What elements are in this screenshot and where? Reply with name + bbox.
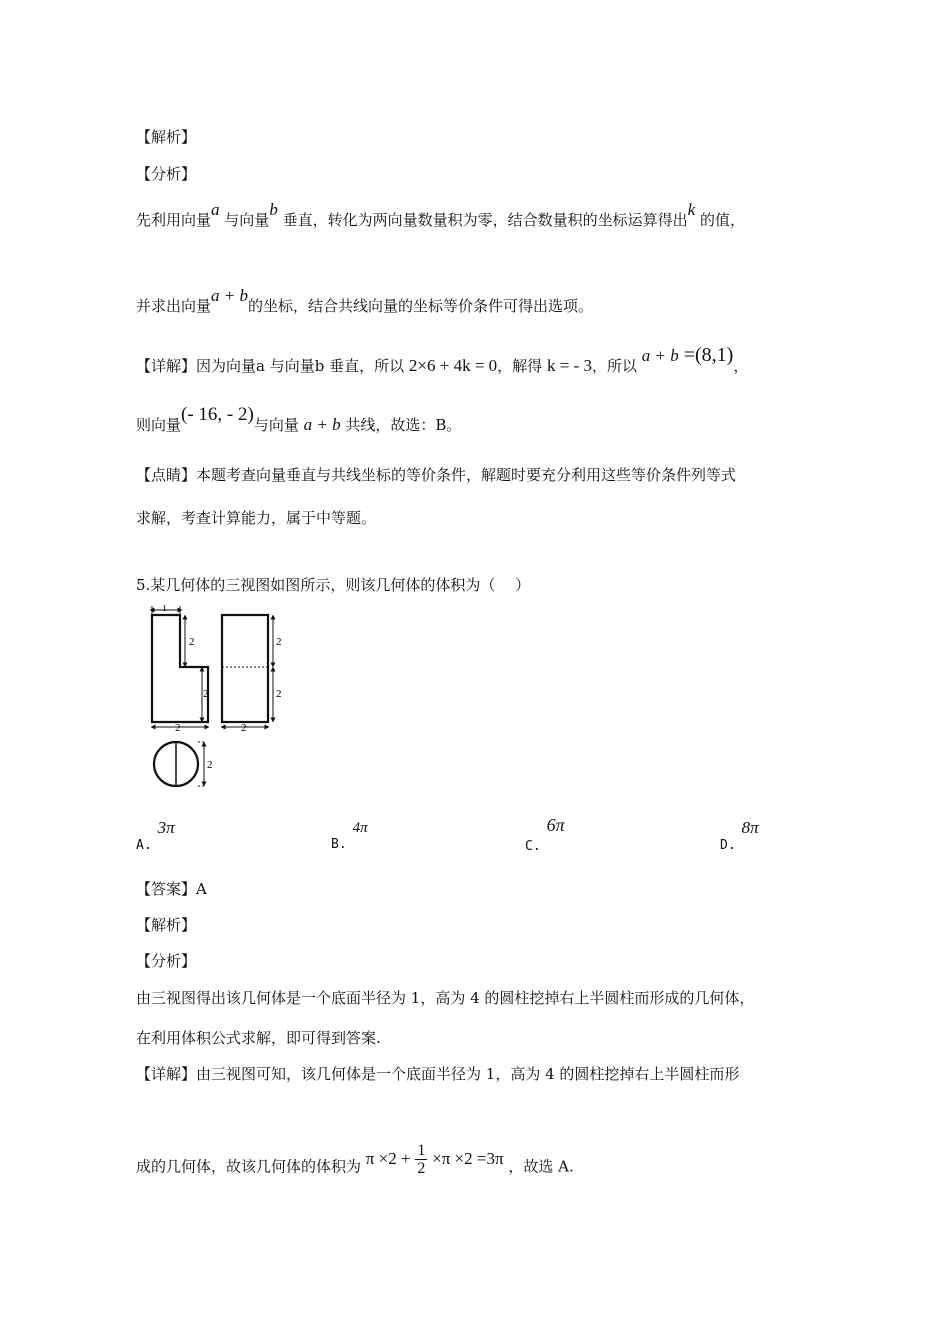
detail-line-2 [136, 404, 462, 435]
text: 则向量 [136, 416, 182, 434]
section-fenxi-heading: 【分析】 [136, 952, 197, 970]
three-view-diagram [140, 605, 290, 800]
vector-sum-value: =(8,1) [678, 344, 734, 366]
vector-sum: a + b [641, 346, 679, 365]
section-jiexi-heading: 【解析】 [136, 128, 197, 146]
text: ，解得 [497, 357, 543, 375]
fraction-denominator: 2 [417, 1160, 426, 1177]
q5-detail-line-1: 【详解】由三视图可知，该几何体是一个底面半径为 1，高为 4 的圆柱挖掉右上半圆柱而形 [136, 1065, 740, 1083]
vector-a: a [211, 200, 220, 219]
option-label: D. [720, 838, 736, 853]
detail-tag: 【详解】 [136, 357, 197, 375]
q5-detail-line-2 [136, 1142, 574, 1185]
option-value: 4π [352, 820, 368, 836]
option-b[interactable] [331, 820, 368, 852]
formula-part-1: π ×2 + [365, 1148, 411, 1168]
text: 的坐标，结合共线向量的坐标等价条件可得出选项。 [248, 297, 594, 315]
q5-analysis-line-2: 在利用体积公式求解，即可得到答案. [136, 1029, 381, 1047]
section-fenxi-heading: 【分析】 [136, 165, 197, 183]
equation-dot-product: 2×6 + 4k = 0 [408, 356, 498, 375]
front-base-width-label: 2 [175, 722, 181, 734]
option-a[interactable] [136, 818, 175, 853]
option-label: A. [136, 838, 152, 853]
vector-b: b [269, 200, 278, 219]
fraction-numerator: 1 [417, 1142, 426, 1159]
vector-value: (- 16, - 2) [181, 404, 254, 425]
top-view [154, 742, 213, 786]
comment-line-2: 求解，考查计算能力，属于中等题。 [136, 509, 377, 527]
text: 的值， [699, 211, 745, 229]
side-lower-height-label: 2 [276, 688, 282, 700]
option-label: B. [331, 837, 347, 852]
analysis-line-1 [136, 200, 745, 230]
option-label: C. [525, 839, 541, 854]
section-jiexi-heading: 【解析】 [136, 916, 197, 934]
formula-part-2: ×π ×2 =3π [432, 1148, 504, 1168]
text: 成的几何体，故该几何体的体积为 [136, 1157, 362, 1176]
text: ，故选 A. [508, 1157, 574, 1176]
text: 先利用向量 [136, 211, 212, 229]
fraction-one-half [415, 1142, 427, 1177]
option-value: 6π [546, 815, 565, 835]
detail-line-1 [136, 344, 749, 376]
vector-sum: a + b [211, 286, 248, 305]
side-upper-height-label: 2 [276, 636, 282, 648]
text: ， [733, 357, 749, 375]
text: 共线，故选：B。 [345, 416, 462, 434]
question-5-stem: 5.某几何体的三视图如图所示，则该几何体的体积为（ ） [136, 576, 531, 594]
option-c[interactable] [525, 815, 565, 854]
option-value: 3π [157, 818, 175, 837]
q5-analysis-line-1: 由三视图得出该几何体是一个底面半径为 1，高为 4 的圆柱挖掉右上半圆柱而形成的几何体， [136, 989, 755, 1007]
comment-line-1: 【点睛】本题考查向量垂直与共线坐标的等价条件，解题时要充分利用这些等价条件列等式 [136, 466, 737, 484]
front-upper-height-label: 2 [189, 636, 195, 648]
front-view [152, 615, 208, 722]
option-d[interactable] [720, 818, 759, 853]
text: 与向量 [224, 211, 270, 229]
front-top-width-label: 1 [162, 605, 167, 614]
text: ，所以 [591, 357, 637, 375]
text: 与向量 [253, 416, 299, 434]
answer-line: 【答案】A [136, 880, 207, 898]
text: 因为向量a 与向量b 垂直，所以 [196, 357, 405, 375]
option-value: 8π [741, 818, 759, 837]
variable-k: k [687, 200, 696, 219]
top-view-height-label: 2 [207, 759, 213, 771]
side-view [222, 615, 282, 734]
side-base-width-label: 2 [241, 722, 247, 734]
vector-sum: a + b [303, 415, 341, 434]
equation-k: k = - 3 [546, 356, 592, 375]
analysis-line-2 [136, 286, 594, 316]
front-lower-height-label: 2 [203, 688, 209, 700]
text: 垂直，转化为两向量数量积为零，结合数量积的坐标运算得出 [282, 211, 688, 229]
text: 并求出向量 [136, 297, 212, 315]
